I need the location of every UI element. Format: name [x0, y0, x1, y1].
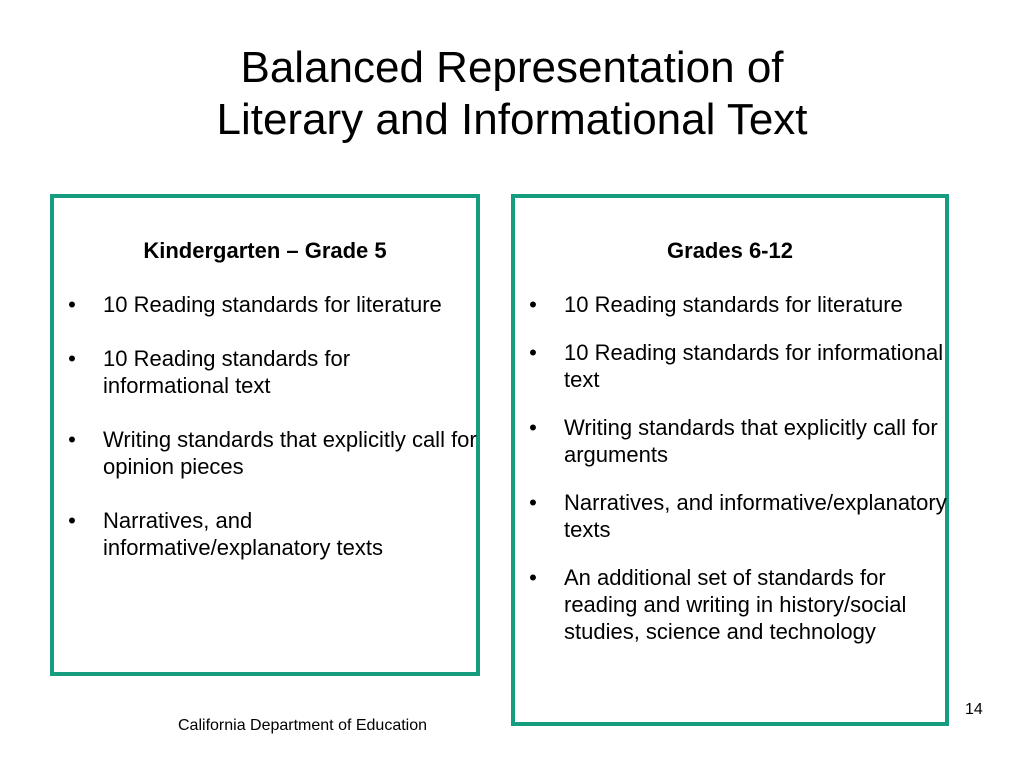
slide-title [0, 42, 1024, 146]
list-item [523, 564, 947, 645]
list-item [62, 345, 478, 399]
bullet-icon: • [68, 427, 76, 452]
grades-6-12-panel [511, 194, 949, 726]
list-item-text: Narratives, and informative/explanatory texts [564, 490, 947, 542]
grades-6-12-panel-heading: Grades 6-12 [667, 238, 793, 263]
slide-title-line-2: Literary and Informational Text [216, 95, 808, 144]
k5-panel-heading: Kindergarten – Grade 5 [143, 238, 387, 263]
footer-source: California Department of Education [178, 717, 428, 734]
list-item [523, 414, 947, 468]
grades-6-12-bullet-list [523, 291, 947, 666]
page-number: 14 [965, 701, 983, 718]
list-item-text: Narratives, and informative/explanatory texts [103, 508, 384, 560]
list-item [523, 489, 947, 543]
list-item [62, 507, 478, 561]
list-item-text: Writing standards that explicitly call for opinion pieces [103, 427, 477, 479]
list-item-text: Writing standards that explicitly call for arguments [564, 415, 938, 467]
list-item-text: 10 Reading standards for literature [103, 292, 442, 317]
list-item [523, 339, 947, 393]
bullet-icon: • [68, 346, 76, 371]
bullet-icon: • [529, 292, 537, 317]
bullet-icon: • [529, 415, 537, 440]
k5-panel [50, 194, 480, 676]
k5-bullet-list [62, 291, 478, 588]
list-item-text: 10 Reading standards for informational text [564, 340, 944, 392]
list-item [62, 291, 478, 318]
list-item-text: 10 Reading standards for literature [564, 292, 903, 317]
list-item-text: An additional set of standards for reading and writing in history/social studies, science and technology [564, 565, 907, 644]
bullet-icon: • [68, 292, 76, 317]
bullet-icon: • [529, 565, 537, 590]
list-item-text: 10 Reading standards for informational text [103, 346, 351, 398]
list-item [523, 291, 947, 318]
bullet-icon: • [529, 490, 537, 515]
bullet-icon: • [529, 340, 537, 365]
bullet-icon: • [68, 508, 76, 533]
list-item [62, 426, 478, 480]
slide-title-line-1: Balanced Representation of [240, 43, 784, 92]
